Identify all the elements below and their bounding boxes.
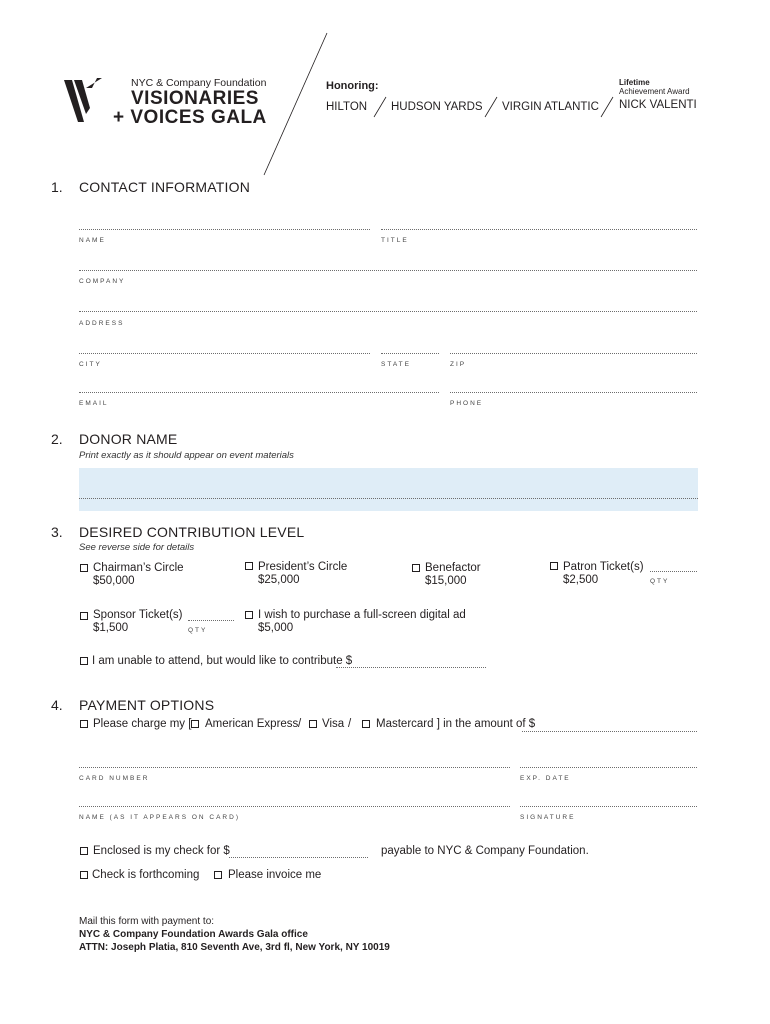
name-on-card-label: NAME (AS IT APPEARS ON CARD) [79, 814, 240, 821]
award-label-line2: Achievement Award [619, 87, 690, 96]
section-number: 1. [51, 179, 63, 195]
honoree-separator [484, 96, 498, 118]
email-label: EMAIL [79, 400, 109, 407]
name-on-card-field[interactable] [79, 806, 510, 807]
mail-line-3: ATTN: Joseph Platia, 810 Seventh Ave, 3rd fl, New York, NY 10019 [79, 942, 390, 953]
company-label: COMPANY [79, 278, 126, 285]
patron-qty-field[interactable] [650, 571, 697, 572]
visa-checkbox[interactable] [309, 720, 317, 728]
payable-to-label: payable to NYC & Company Foundation. [381, 845, 589, 857]
digital-ad-label: I wish to purchase a full-screen digital ad [258, 609, 466, 621]
title-label: TITLE [381, 237, 409, 244]
sponsor-qty-field[interactable] [188, 620, 234, 621]
name-field[interactable] [79, 229, 370, 230]
logo-org-name: NYC & Company Foundation [131, 77, 267, 89]
chairmans-circle-label: Chairman’s Circle [93, 562, 184, 574]
benefactor-price: $15,000 [425, 575, 467, 587]
sponsor-ticket-label: Sponsor Ticket(s) [93, 609, 183, 621]
chairmans-circle-price: $50,000 [93, 575, 135, 587]
invoice-label: Please invoice me [228, 869, 322, 881]
mastercard-checkbox[interactable] [362, 720, 370, 728]
check-forthcoming-label: Check is forthcoming [92, 869, 200, 881]
section-number: 2. [51, 431, 63, 447]
donor-name-input[interactable] [79, 468, 698, 511]
phone-label: PHONE [450, 400, 484, 407]
company-field[interactable] [79, 270, 697, 271]
card-number-field[interactable] [79, 767, 510, 768]
check-forthcoming-checkbox[interactable] [80, 871, 88, 879]
presidents-circle-price: $25,000 [258, 574, 300, 586]
section-subtitle: Print exactly as it should appear on event materials [79, 450, 294, 461]
amex-label: American Express [205, 718, 299, 730]
charge-card-checkbox[interactable] [80, 720, 88, 728]
signature-label: SIGNATURE [520, 814, 576, 821]
contribute-label: I am unable to attend, but would like to contribute $ [92, 655, 353, 667]
title-field[interactable] [381, 229, 697, 230]
check-amount-field[interactable] [229, 857, 368, 858]
card-number-label: CARD NUMBER [79, 775, 150, 782]
sponsor-qty-label: QTY [188, 627, 208, 634]
patron-ticket-price: $2,500 [563, 574, 599, 586]
honoring-label: Honoring: [326, 80, 379, 92]
city-field[interactable] [79, 353, 370, 354]
phone-field[interactable] [450, 392, 697, 393]
city-label: CITY [79, 361, 102, 368]
award-label-line1: Lifetime [619, 78, 650, 87]
address-field[interactable] [79, 311, 697, 312]
section-title: PAYMENT OPTIONS [79, 697, 215, 713]
zip-label: ZIP [450, 361, 467, 368]
honoree-separator [373, 96, 387, 118]
visa-label: Visa [322, 718, 345, 730]
benefactor-label: Benefactor [425, 562, 481, 574]
section-number: 4. [51, 697, 63, 713]
check-enclosed-checkbox[interactable] [80, 847, 88, 855]
mail-line-2: NYC & Company Foundation Awards Gala office [79, 929, 308, 940]
email-field[interactable] [79, 392, 439, 393]
patron-qty-label: QTY [650, 578, 670, 585]
patron-ticket-checkbox[interactable] [550, 562, 558, 570]
charge-amount-field[interactable] [522, 731, 697, 732]
logo-title-line2: + VOICES GALA [113, 107, 267, 128]
sponsor-ticket-price: $1,500 [93, 622, 129, 634]
section-number: 3. [51, 524, 63, 540]
card-separator: / [348, 718, 352, 730]
honoree-virgin-atlantic: VIRGIN ATLANTIC [502, 101, 599, 113]
header-divider-slash [262, 32, 330, 176]
logo-title-line1: VISIONARIES [131, 88, 259, 109]
state-field[interactable] [381, 353, 439, 354]
honoree-hudson-yards: HUDSON YARDS [391, 101, 483, 113]
donor-name-line [79, 498, 698, 499]
section-subtitle: See reverse side for details [79, 542, 195, 553]
name-label: NAME [79, 237, 106, 244]
state-label: STATE [381, 361, 411, 368]
presidents-circle-checkbox[interactable] [245, 562, 253, 570]
check-enclosed-label: Enclosed is my check for $ [93, 845, 230, 857]
mastercard-label: Mastercard ] in the amount of $ [376, 718, 536, 730]
chairmans-circle-checkbox[interactable] [80, 564, 88, 572]
section-title: DONOR NAME [79, 431, 178, 447]
mail-line-1: Mail this form with payment to: [79, 916, 215, 927]
contribute-checkbox[interactable] [80, 657, 88, 665]
honoree-hilton: HILTON [326, 101, 368, 113]
zip-field[interactable] [450, 353, 697, 354]
patron-ticket-label: Patron Ticket(s) [563, 561, 644, 573]
section-title: CONTACT INFORMATION [79, 179, 251, 195]
signature-field[interactable] [520, 806, 697, 807]
gala-logo-mark [64, 76, 108, 126]
benefactor-checkbox[interactable] [412, 564, 420, 572]
sponsor-ticket-checkbox[interactable] [80, 612, 88, 620]
honoree-separator [600, 96, 614, 118]
contribute-amount-field[interactable] [336, 667, 486, 668]
exp-date-field[interactable] [520, 767, 697, 768]
address-label: ADDRESS [79, 320, 125, 327]
exp-date-label: EXP. DATE [520, 775, 571, 782]
digital-ad-price: $5,000 [258, 622, 294, 634]
section-title: DESIRED CONTRIBUTION LEVEL [79, 524, 305, 540]
charge-prefix-label: Please charge my [ [93, 718, 192, 730]
card-separator: / [298, 718, 302, 730]
digital-ad-checkbox[interactable] [245, 611, 253, 619]
honoree-nick-valenti: NICK VALENTI [619, 99, 697, 111]
amex-checkbox[interactable] [191, 720, 199, 728]
presidents-circle-label: President’s Circle [258, 561, 348, 573]
invoice-checkbox[interactable] [214, 871, 222, 879]
